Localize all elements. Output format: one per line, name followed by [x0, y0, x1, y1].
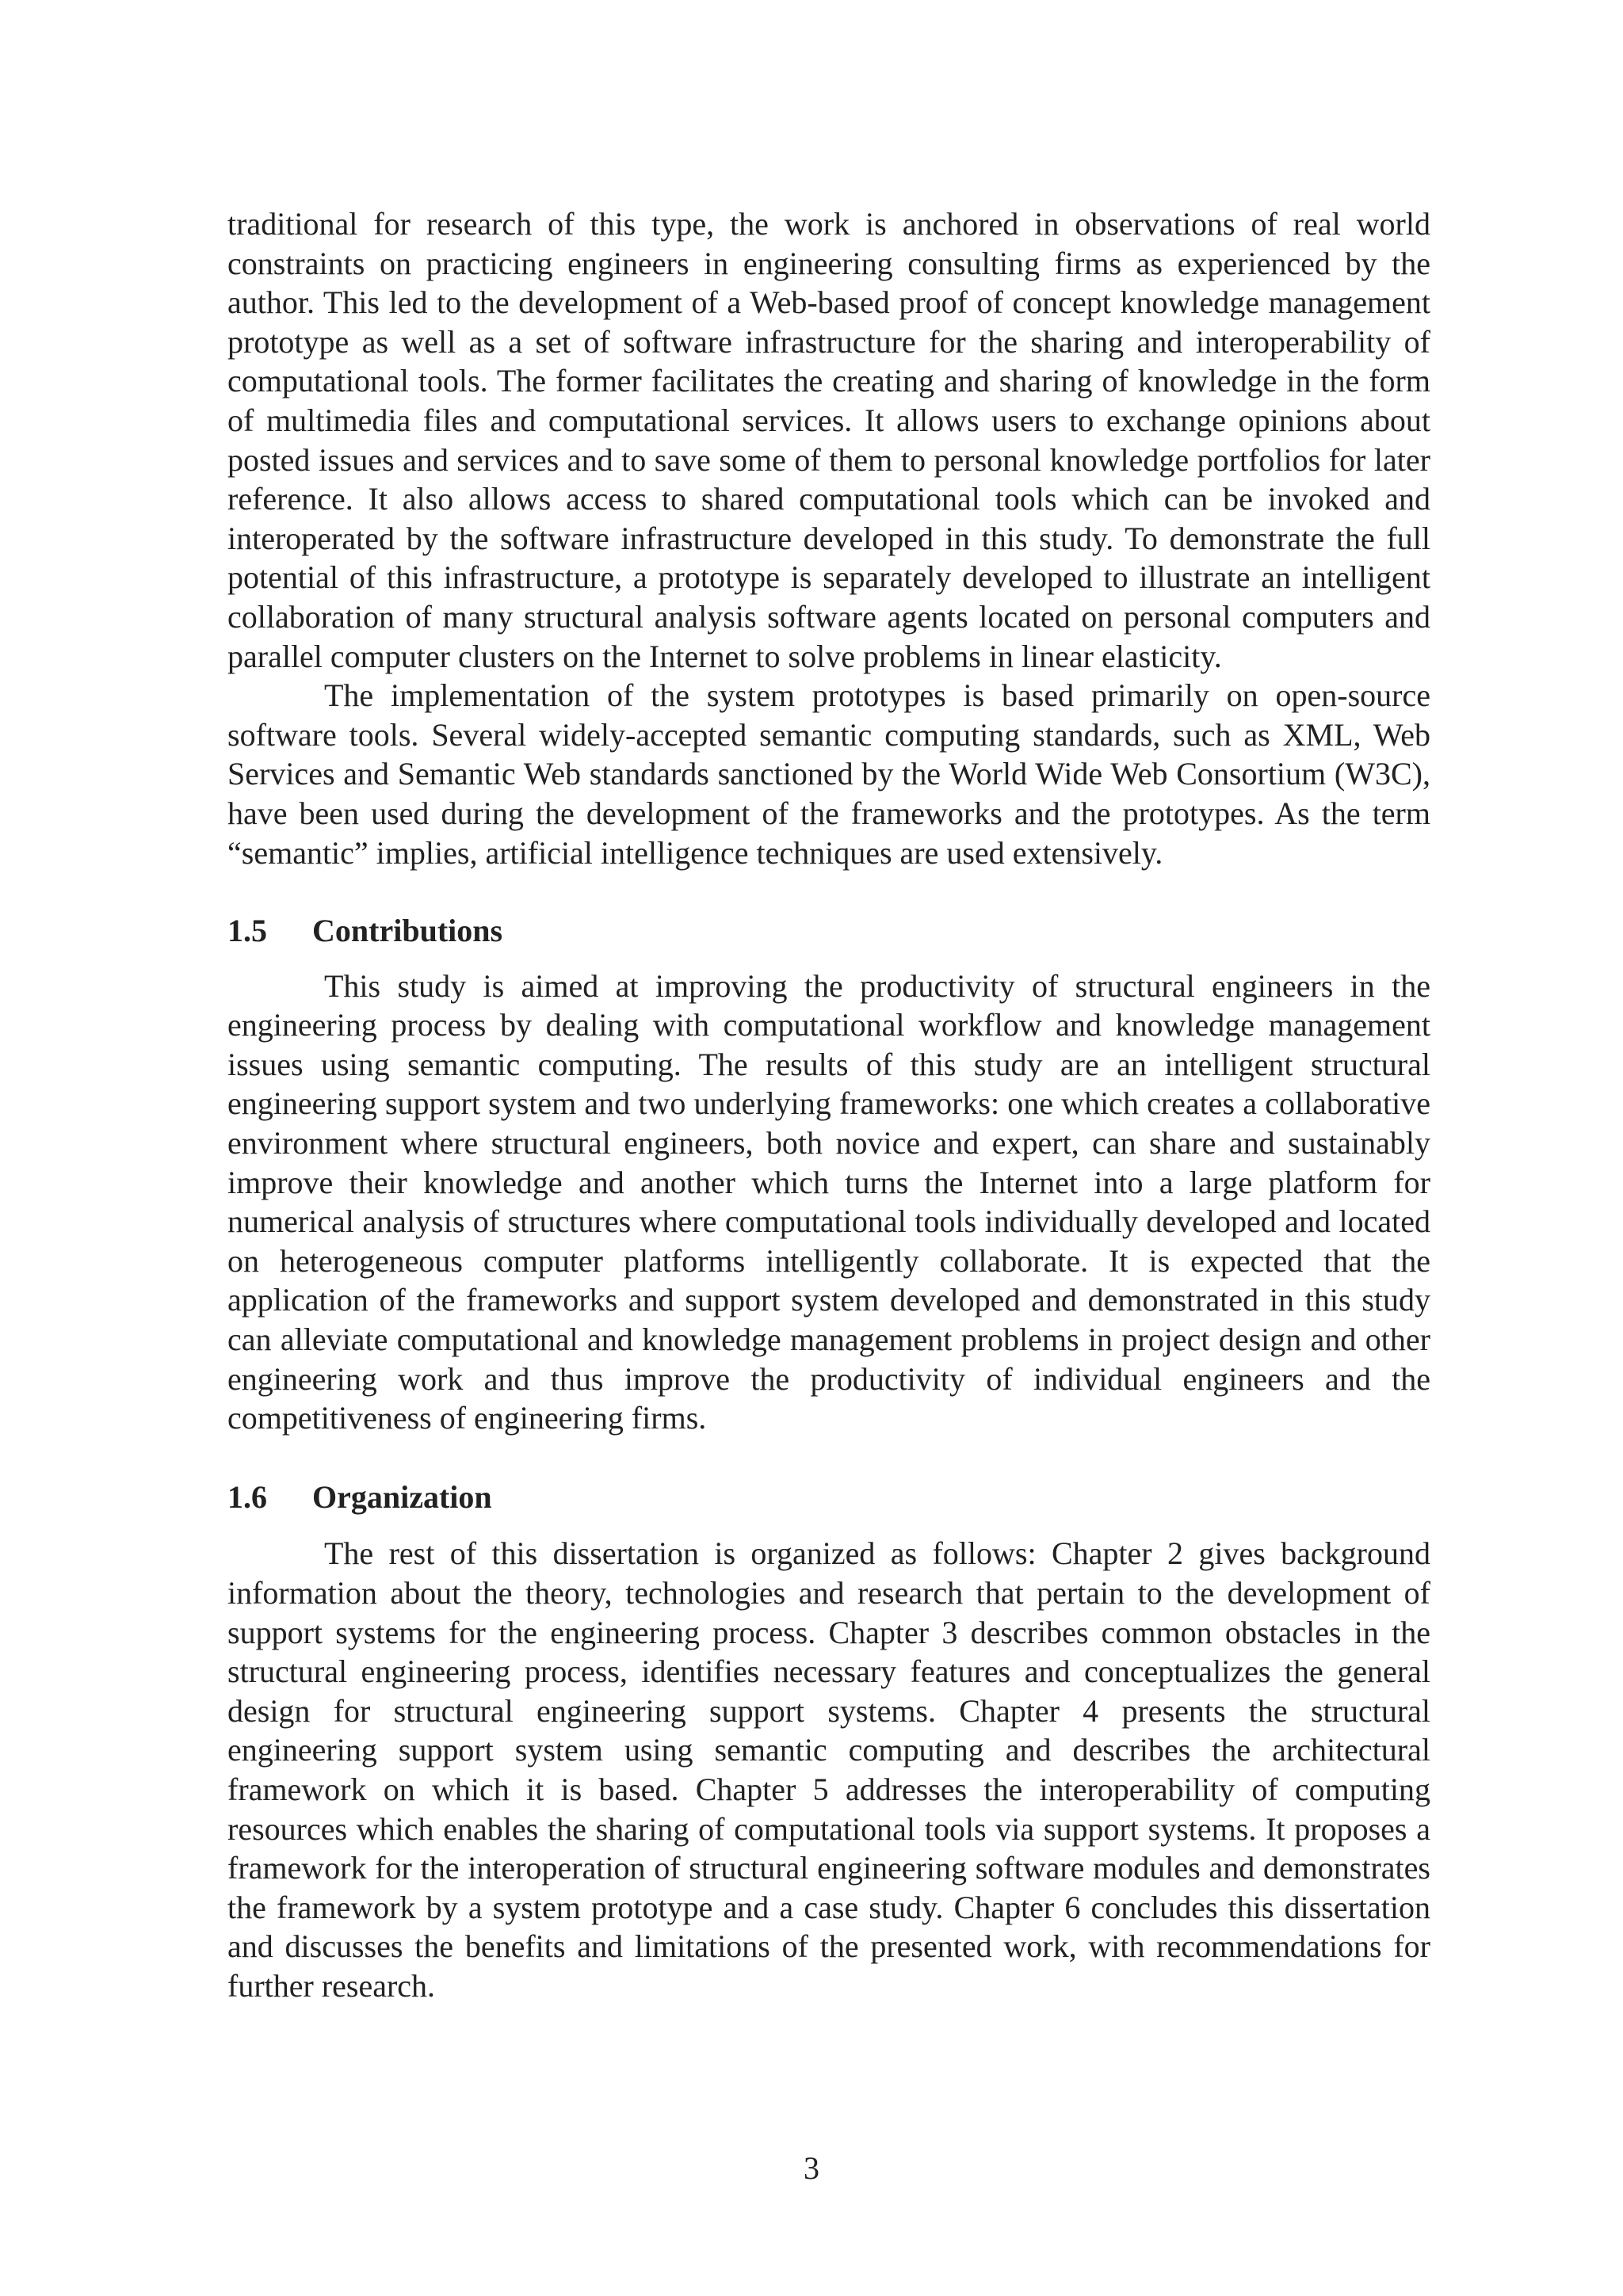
page-body — [227, 204, 1430, 2006]
page-number: 3 — [804, 2150, 819, 2186]
section-title: Contributions — [312, 913, 503, 949]
section-title: Organization — [312, 1478, 492, 1515]
contributions-paragraph: This study is aimed at improving the productivity of structural engineers in the engineering process by dealing with computational workflow and knowledge management issues using semantic computing. The results of this study are an intelligent structural engineering support system and two underlying frameworks: one which creates a collaborative environment where structural engineers, both novice and expert, can share and sustainably improve their knowledge and another which turns the Internet into a large platform for numerical analysis of structures where computational tools individually developed and located on heterogeneous computer platforms intelligently collaborate. It is expected that the application of the frameworks and support system developed and demonstrated in this study can alleviate computational and knowledge management problems in project design and other engineering work and thus improve the productivity of individual engineers and the competitiveness of engineering firms. — [227, 967, 1430, 1436]
section-number: 1.5 — [227, 913, 267, 949]
intro-paragraph-1: traditional for research of this type, the work is anchored in observations of real world constraints on practicing engineers in engineering consulting firms as experienced by the author. This led to the development of a Web-based proof of concept knowledge management prototype as well as a set of software infrastructure for the sharing and interoperability of computational tools. The former facilitates the creating and sharing of knowledge in the form of multimedia files and computational services. It allows users to exchange opinions about posted issues and services and to save some of them to personal knowledge portfolios for later reference. It also allows access to shared computational tools which can be invoked and interoperated by the software infrastructure developed in this study. To demonstrate the full potential of this infrastructure, a prototype is separately developed to illustrate an intelligent collaboration of many structural analysis software agents located on personal computers and parallel computer clusters on the Internet to solve problems in linear elasticity. — [227, 206, 1430, 674]
section-heading-contributions — [227, 911, 1430, 951]
section-number: 1.6 — [227, 1478, 267, 1515]
organization-paragraph: The rest of this dissertation is organized as follows: Chapter 2 gives background information about the theory, technologies and research that pertain to the development of support systems for the engineering process. Chapter 3 describes common obstacles in the structural engineering process, identifies necessary features and conceptualizes the general design for structural engineering support systems. Chapter 4 presents the structural engineering support system using semantic computing and describes the architectural framework on which it is based. Chapter 5 addresses the interoperability of computing resources which enables the sharing of computational tools via support systems. It proposes a framework for the interoperation of structural engineering software modules and demonstrates the framework by a system prototype and a case study. Chapter 6 concludes this dissertation and discusses the benefits and limitations of the presented work, with recommendations for further research. — [227, 1535, 1430, 2004]
section-heading-organization — [227, 1478, 1430, 1517]
intro-paragraph-2: The implementation of the system prototypes is based primarily on open-source software tools. Several widely-accepted semantic computing standards, such as XML, Web Services and Semantic Web standards sanctioned by the World Wide Web Consortium (W3C), have been used during the development of the frameworks and the prototypes. As the term “semantic” implies, artificial intelligence techniques are used extensively. — [227, 677, 1430, 871]
